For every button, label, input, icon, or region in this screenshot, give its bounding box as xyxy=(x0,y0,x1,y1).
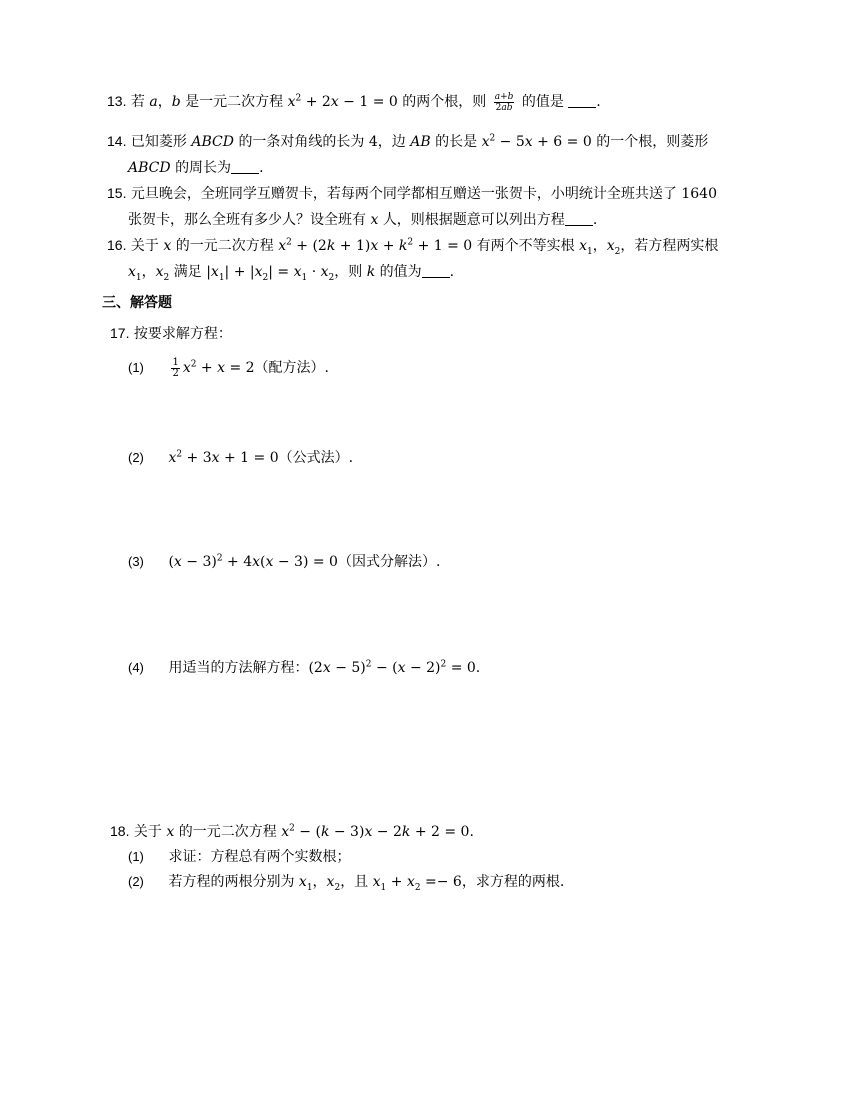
math-var: ABCD xyxy=(128,160,171,176)
part-label: (1) xyxy=(128,360,144,375)
answer-blank xyxy=(568,93,596,108)
question-text: 的周长为 xyxy=(175,160,232,176)
question-17 xyxy=(110,320,770,347)
question-number: 16. xyxy=(107,237,127,253)
math-var: $x_1$ xyxy=(128,264,142,283)
part-text: ，求方程的两根. xyxy=(461,874,565,890)
question-text: 张贺卡，那么全班有多少人？设全班有 xyxy=(128,212,366,228)
math-equation: $x^2 - 5x + 6 = 0$ xyxy=(481,133,592,150)
part-label: (3) xyxy=(128,554,144,569)
question-text: 关于 xyxy=(130,238,159,254)
math-var: $x_2$ xyxy=(155,264,170,283)
question-text: 的一个根，则菱形 xyxy=(596,134,709,150)
math-equation: $x^2 + 2x - 1 = 0$ xyxy=(287,93,398,110)
punct: . xyxy=(449,264,455,280)
punct: . xyxy=(596,94,601,110)
answer-blank xyxy=(231,159,259,174)
question-18: 18. 关于 x 的一元二次方程 $x^2 - (k - 3)x - 2k + 2 = 0$. xyxy=(110,823,474,840)
q17-part-4: (4) 用适当的方法解方程：$(2x - 5)^2 - (x - 2)^2 = 0$. xyxy=(128,656,480,680)
math-equation: $x^2 + 3x + 1 = 0$ xyxy=(168,449,279,466)
question-text: 的两个根，则 xyxy=(402,94,487,110)
punct: . xyxy=(592,212,598,228)
question-text: 满足 xyxy=(173,264,202,280)
math-equation: $x^2 + x = 2$ xyxy=(182,359,255,376)
part-text: ，且 xyxy=(340,874,369,890)
part-label: (2) xyxy=(128,450,144,465)
question-text: 的长是 xyxy=(435,134,478,150)
math-equation: $|x_1| + |x_2| = x_1 \cdot x_2$ xyxy=(206,264,335,283)
question-number: 13. xyxy=(107,93,127,109)
question-text: 的一条对角线的长为 4，边 xyxy=(238,134,406,150)
method-text: （因式分解法）. xyxy=(337,554,441,570)
question-text: 有两个不等实根 xyxy=(476,238,575,254)
math-var: x xyxy=(370,212,379,228)
part-label: (2) xyxy=(128,874,144,889)
math-fraction: $\frac{a+b}{2ab}$ xyxy=(494,91,514,113)
question-text: 元旦晚会，全班同学互赠贺卡，若每两个同学都相互赠送一张贺卡，小明统计全班共送了 1640 xyxy=(130,186,717,202)
math-var: $x_2$ xyxy=(326,874,341,893)
question-text: 的值为 xyxy=(379,264,422,280)
math-equation: $x^2 - (k - 3)x - 2k + 2 = 0$ xyxy=(281,823,470,840)
math-equation: $(x - 3)^2 + 4x(x - 3) = 0$ xyxy=(168,553,338,570)
question-text: ，若方程两实根 xyxy=(620,238,719,254)
section-heading: 三、解答题 xyxy=(102,294,172,310)
question-number: 17. xyxy=(110,325,130,341)
question-text: 的值是 xyxy=(521,94,564,110)
math-var: a xyxy=(149,94,158,110)
question-number: 15. xyxy=(107,185,127,201)
part-text: 若方程的两根分别为 xyxy=(168,874,295,890)
question-13: 13. 若 a，b 是一元二次方程 $x^2 + 2x - 1 = 0$ 的两个根，则 $\frac{a+b}{2ab}$ 的值是 . xyxy=(107,91,601,113)
math-var: ABCD xyxy=(191,134,234,150)
question-text: 人，则根据题意可以列出方程 xyxy=(382,212,565,228)
math-var: AB xyxy=(410,134,431,150)
question-text: 按要求解方程： xyxy=(133,326,232,342)
math-fraction: $\frac{1}{2}$ xyxy=(172,356,179,379)
question-text: 是一元二次方程 xyxy=(185,94,284,110)
math-var: k xyxy=(366,264,376,280)
question-16: 16. 关于 x 的一元二次方程 $x^2 + (2k + 1)x + k^2 + 1 = 0$ 有两个不等实根 $x_1$，$x_2$，若方程两实根 $x_1$，$x_2$ 满足 $|x_1| + |x_2| = x_1 \cdot x_2$，则 k 的值为 . xyxy=(107,237,719,283)
q17-part-3 xyxy=(128,550,440,574)
answer-blank xyxy=(565,211,593,226)
part-text: 用适当的方法解方程： xyxy=(168,660,309,676)
q17-part-2 xyxy=(128,446,353,470)
question-text: ，则 xyxy=(334,264,363,280)
question-text: 已知菱形 xyxy=(130,134,187,150)
math-var: $x_1$ xyxy=(579,238,593,257)
part-label: (1) xyxy=(128,849,144,864)
q18-part-2: (2) 若方程的两根分别为 $x_1$，$x_2$，且 $x_1 + x_2 =- 6$，求方程的两根. xyxy=(128,870,564,894)
method-text: （公式法）. xyxy=(278,450,354,466)
math-var: $x_1$ xyxy=(298,874,313,893)
punct: . xyxy=(259,160,264,176)
question-text: 关于 xyxy=(133,824,162,840)
math-equation: $x_1 + x_2 =- 6$ xyxy=(372,874,462,893)
math-equation: $x^2 + (2k + 1)x + k^2 + 1 = 0$ xyxy=(278,237,473,254)
question-text: 的一元二次方程 xyxy=(175,238,274,254)
question-number: 14. xyxy=(107,133,127,149)
question-14 xyxy=(107,128,767,181)
part-text: 求证：方程总有两个实数根； xyxy=(168,849,351,865)
question-15 xyxy=(107,180,767,233)
question-text: 若 xyxy=(130,94,145,110)
q18-part-1 xyxy=(128,845,350,869)
math-var: $x_2$ xyxy=(606,238,621,257)
math-var: x xyxy=(163,238,172,254)
question-text: 的一元二次方程 xyxy=(178,824,277,840)
math-var: x xyxy=(166,824,175,840)
method-text: （配方法）. xyxy=(254,360,329,376)
question-number: 18. xyxy=(110,823,130,839)
q17-part-1 xyxy=(128,356,329,380)
math-equation: $(2x - 5)^2 - (x - 2)^2 = 0$ xyxy=(308,659,476,676)
part-label: (4) xyxy=(128,660,144,675)
answer-blank xyxy=(422,263,450,278)
math-var: b xyxy=(171,94,181,110)
